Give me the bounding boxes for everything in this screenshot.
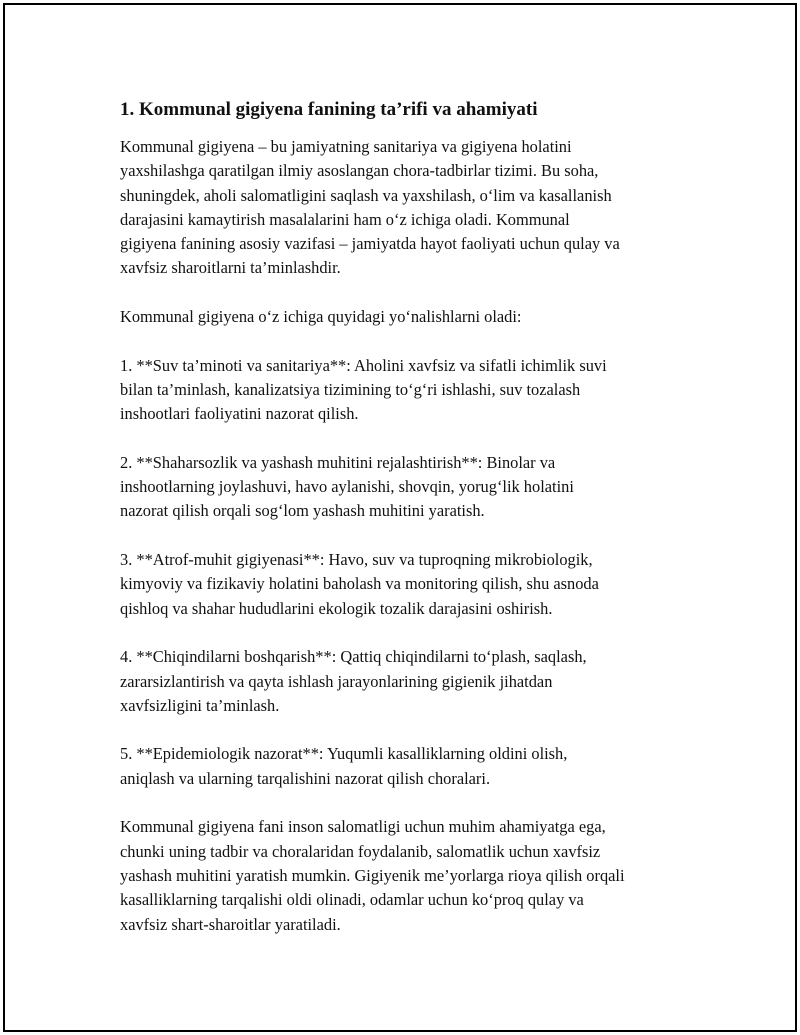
paragraph-item-2 [120,451,705,524]
text-line: darajasini kamaytirish masalalarini ham o‘z ichiga oladi. Kommunal [120,209,570,229]
text-line: 2. **Shaharsozlik va yashash muhitini rejalashtirish**: Binolar va [120,452,556,472]
text-line: xavfsizligini ta’minlash. [120,695,280,715]
text-line: yaxshilashga qaratilgan ilmiy asoslangan chora-tadbirlar tizimi. Bu soha, [120,161,599,181]
text-line: Kommunal gigiyena fani inson salomatligi uchun muhim ahamiyatga ega, [120,817,606,837]
paragraph-item-5 [120,742,705,791]
text-line: inshootlari faoliyatini nazorat qilish. [120,404,359,424]
text-line: xavfsiz sharoitlarni ta’minlashdir. [120,258,341,278]
text-line: qishloq va shahar hududlarini ekologik tozalik darajasini oshirish. [120,598,553,618]
text-line: nazorat qilish orqali sog‘lom yashash muhitini yaratish. [120,501,485,521]
text-line: bilan ta’minlash, kanalizatsiya tizimining to‘g‘ri ishlashi, suv tozalash [120,379,581,399]
text-line: kimyoviy va fizikaviy holatini baholash va monitoring qilish, shu asnoda [120,574,599,594]
text-line: 1. **Suv ta’minoti va sanitariya**: Aholini xavfsiz va sifatli ichimlik suvi [120,355,607,375]
section-heading: 1. Kommunal gigiyena fanining ta’rifi va ahamiyati [120,99,538,120]
text-line: kasalliklarning tarqalishi oldi olinadi, odamlar uchun ko‘proq qulay va [120,890,584,910]
document-body [120,98,705,961]
paragraph-item-3 [120,548,705,621]
text-line: xavfsiz shart-sharoitlar yaratiladi. [120,914,341,934]
paragraph-list-intro [120,305,705,329]
text-line: yashash muhitini yaratish mumkin. Gigiyenik me’yorlarga rioya qilish orqali [120,865,625,885]
text-line: aniqlash va ularning tarqalishini nazorat qilish choralari. [120,768,491,788]
page-frame [3,3,797,1032]
paragraph-item-4 [120,645,705,718]
text-line: gigiyena fanining asosiy vazifasi – jamiyatda hayot faoliyati uchun qulay va [120,234,620,254]
text-line: 3. **Atrof-muhit gigiyenasi**: Havo, suv va tuproqning mikrobiologik, [120,550,593,570]
text-line: chunki uning tadbir va choralaridan foydalanib, salomatlik uchun xavfsiz [120,841,601,861]
text-line: shuningdek, aholi salomatligini saqlash va yaxshilash, o‘lim va kasallanish [120,185,612,205]
text-line: Kommunal gigiyena – bu jamiyatning sanitariya va gigiyena holatini [120,137,572,156]
paragraph-conclusion [120,815,705,936]
text-line: inshootlarning joylashuvi, havo aylanishi, shovqin, yorug‘lik holatini [120,477,574,497]
text-line: Kommunal gigiyena o‘z ichiga quyidagi yo‘nalishlarni oladi: [120,307,522,327]
text-line: 5. **Epidemiologik nazorat**: Yuqumli kasalliklarning oldini olish, [120,744,568,764]
text-line: zararsizlantirish va qayta ishlash jarayonlarining gigienik jihatdan [120,671,553,691]
paragraph-item-1 [120,354,705,427]
text-line: 4. **Chiqindilarni boshqarish**: Qattiq chiqindilarni to‘plash, saqlash, [120,647,587,667]
paragraph-intro [120,135,705,281]
